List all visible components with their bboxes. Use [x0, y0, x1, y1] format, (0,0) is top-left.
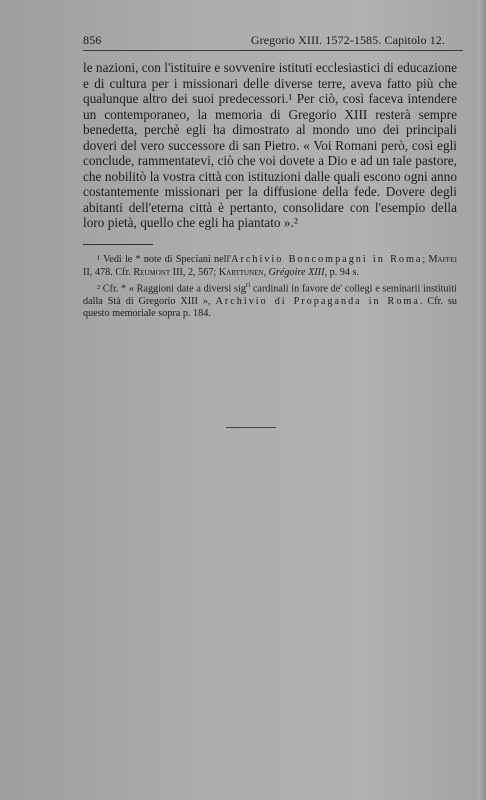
page-number: 856	[83, 33, 102, 47]
body-text	[83, 60, 457, 231]
header-rule	[83, 50, 463, 51]
running-header	[83, 33, 445, 48]
footnote-2: ² Cfr. * « Raggioni date a diversi sig$^{ri}$ cardinali in favore de' collegi e seminarii instituiti dalla Stà di Gregorio XIII », Archivio di Propaganda in Roma. Cfr. su questo memoriale sopra p. 184.	[83, 281, 457, 320]
end-rule	[226, 427, 276, 428]
footnote-1: ¹ Vedi le * note di Speciani nell'Archivio Boncompagni in Roma; Maffei II, 478. Cfr. Reumont III, 2, 567; Karttunen, Grégoire XIII, p. 94 s.	[83, 254, 457, 278]
footnotes	[83, 254, 457, 321]
running-title: Gregorio XIII. 1572-1585. Capitolo 12.	[250, 33, 445, 47]
page-edge-shadow	[478, 0, 486, 800]
body-paragraph: le nazioni, con l'istituire e sovvenire istituti ecclesiastici di educazione e di cultura per i missionari delle diverse terre, aveva fatto più che qualunque altro dei suoi predecessori.¹ Per ciò, così faceva intendere un contemporaneo, la memoria di Gregorio XIII resterà sempre benedetta, perchè egli ha dimostrato al mondo uno dei principali doveri del vero successore di san Pietro. « Voi Romani però, così egli conclude, rammentatevi, ciò che voi dovete a Dio e ad un tale pastore, che nobilitò la vostra città con istituzioni dalle quali escono ogni anno costantemente missionari per la diffusione della fede. Dovere degli abitanti dell'eterna città è pertanto, consolidare con l'esempio della loro pietà, quello che egli ha piantato ».²	[83, 60, 457, 230]
footnote-separator	[83, 244, 153, 245]
